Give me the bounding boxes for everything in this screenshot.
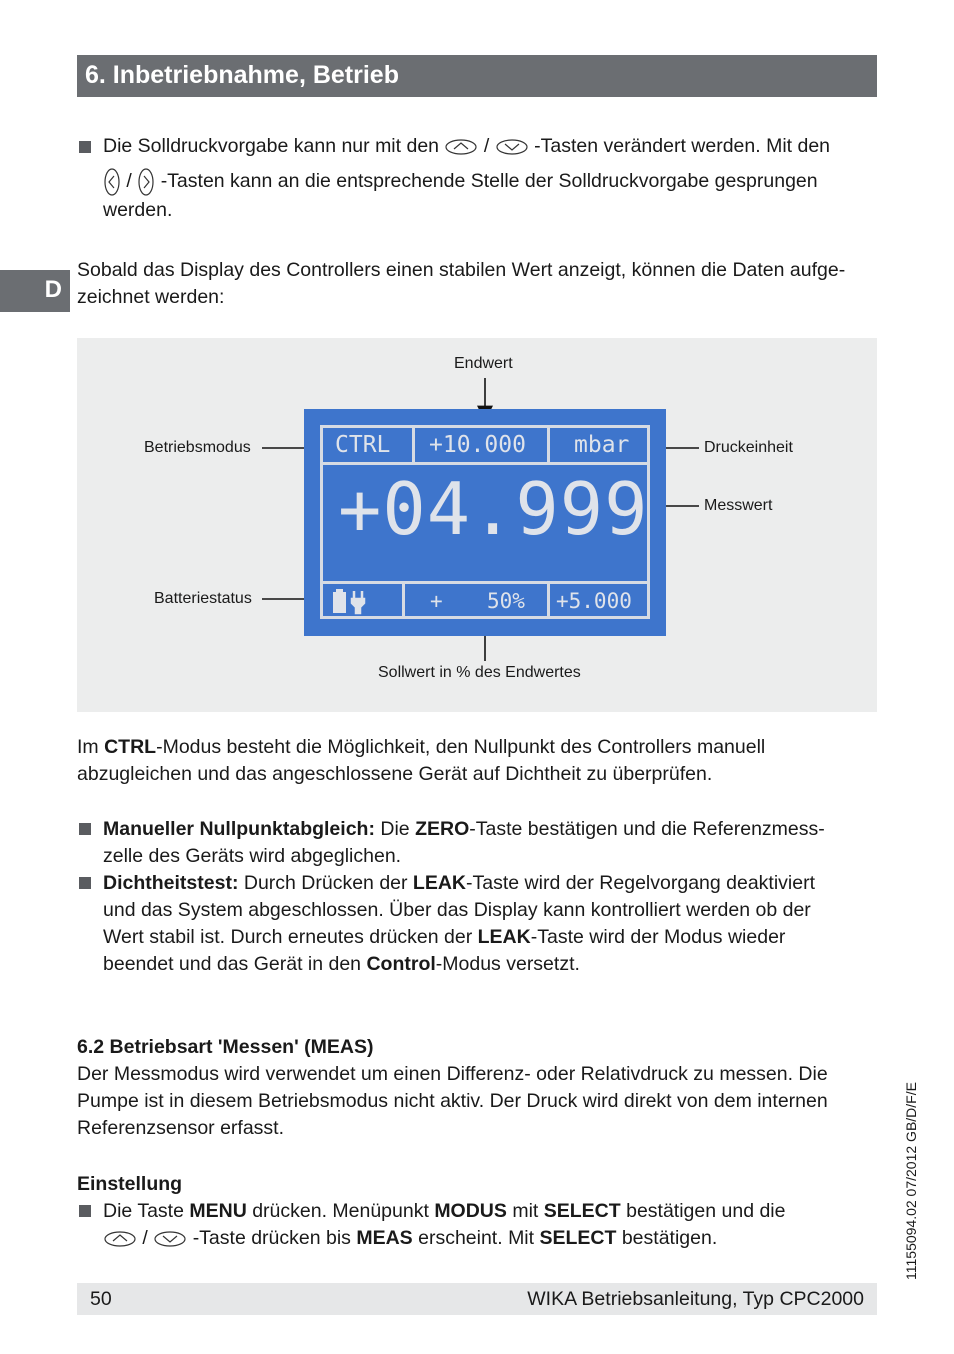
label-endwert: Endwert (454, 355, 513, 372)
bold-term: CTRL (104, 736, 157, 758)
text-segment: drücken. Menüpunkt (246, 1200, 435, 1222)
intro-paragraph (77, 257, 877, 311)
text-line: Sobald das Display des Controllers einen stabilen Wert anzeigt, können die Daten aufge- (77, 259, 846, 281)
text-segment: -Taste drücken bis (192, 1227, 357, 1249)
battery-plug-icon (330, 587, 376, 615)
bold-term: MENU (189, 1200, 247, 1222)
lcd-cell-percent (402, 581, 550, 619)
lcd-percent: 50% (487, 589, 525, 613)
bold-term: LEAK (412, 872, 467, 894)
einstellung-heading: Einstellung (77, 1173, 183, 1195)
subsection-heading: 6.2 Betriebsart 'Messen' (MEAS) (77, 1036, 374, 1058)
bullet-marker (79, 141, 91, 153)
document-id: 11155094.02 07/2012 GB/D/F/E (903, 1082, 919, 1280)
bullet-marker (79, 823, 91, 835)
text-line: Der Messmodus wird verwendet um einen Differenz- oder Relativdruck zu messen. Die (77, 1063, 828, 1085)
language-tab-label: D (44, 276, 62, 303)
label-batteriestatus: Batteriestatus (154, 590, 252, 607)
text-line: Pumpe ist in diesem Betriebsmodus nicht aktiv. Der Druck wird direkt von dem internen (77, 1090, 828, 1112)
label-betriebsmodus: Betriebsmodus (144, 439, 251, 456)
bold-term: Dichtheitstest: (103, 872, 239, 894)
text-line: werden. (103, 199, 173, 221)
text-segment: -Taste wird der Modus wieder (530, 926, 786, 948)
bullet-leak (103, 870, 878, 978)
lcd-setpoint: +5.000 (556, 589, 632, 613)
bullet-zero (103, 816, 878, 870)
text-line: abzugleichen und das angeschlossene Gerät auf Dichtheit zu überprüfen. (77, 763, 713, 785)
down-key-icon (153, 1230, 187, 1248)
bold-term: MEAS (356, 1227, 413, 1249)
einstellung-bullet (103, 1198, 878, 1252)
lcd-mode: CTRL (335, 432, 391, 458)
lcd-display (304, 409, 666, 636)
language-tab (0, 270, 70, 312)
text-segment: -Tasten kann an die entsprechende Stelle der Solldruckvorgabe gesprungen (160, 170, 818, 193)
section-header-bar (77, 55, 877, 97)
text-segment: Die (374, 818, 416, 840)
slash: / (142, 1227, 148, 1249)
lcd-range: +10.000 (429, 432, 526, 458)
right-key-icon (137, 167, 155, 197)
section-meas (77, 1034, 877, 1142)
bold-term: Control (366, 953, 436, 975)
text-segment: -Modus versetzt. (435, 953, 580, 975)
up-key-icon (444, 138, 478, 156)
bold-term: ZERO (415, 818, 470, 840)
lcd-plus: + (430, 589, 443, 613)
page-number: 50 (90, 1288, 112, 1310)
bold-term: MODUS (434, 1200, 507, 1222)
text-segment: -Taste wird der Regelvorgang deaktiviert (466, 872, 816, 894)
text-segment: Die Solldruckvorgabe kann nur mit den (103, 135, 440, 157)
section-title: 6. Inbetriebnahme, Betrieb (85, 61, 399, 89)
text-segment: erscheint. Mit (412, 1227, 540, 1249)
bold-term: SELECT (539, 1227, 617, 1249)
text-segment: Die Taste (103, 1200, 190, 1222)
text-segment: bestätigen. (616, 1227, 718, 1249)
lcd-unit: mbar (574, 432, 630, 458)
text-segment: Im (77, 736, 105, 758)
bullet-marker (79, 877, 91, 889)
text-segment: -Tasten verändert werden. Mit den (534, 135, 831, 157)
ctrl-paragraph (77, 734, 877, 788)
label-sollwert: Sollwert in % des Endwertes (378, 664, 581, 681)
up-key-icon (103, 1230, 137, 1248)
bullet-text-keys (103, 133, 873, 224)
slash: / (126, 170, 132, 193)
footer-bar (77, 1283, 877, 1315)
text-segment: beendet und das Gerät in den (103, 953, 367, 975)
text-segment: Durch Drücken der (238, 872, 413, 894)
einstellung-heading-block (77, 1171, 877, 1198)
text-segment: bestätigen und die (620, 1200, 786, 1222)
label-druckeinheit: Druckeinheit (704, 439, 793, 456)
bold-term: LEAK (477, 926, 531, 948)
bullet-marker (79, 1205, 91, 1217)
text-line: zeichnet werden: (77, 286, 225, 308)
left-key-icon (103, 167, 121, 197)
lcd-value: +04.999 (338, 467, 649, 551)
text-segment: -Modus besteht die Möglichkeit, den Nullpunkt des Controllers manuell (156, 736, 766, 758)
down-key-icon (495, 138, 529, 156)
slash: / (483, 135, 490, 157)
text-line: Referenzsensor erfasst. (77, 1117, 285, 1139)
bold-term: Manueller Nullpunktabgleich: (103, 818, 375, 840)
footer-title: WIKA Betriebsanleitung, Typ CPC2000 (527, 1288, 864, 1310)
text-segment: Wert stabil ist. Durch erneutes drücken der (103, 926, 478, 948)
text-line: zelle des Geräts wird abgeglichen. (103, 845, 402, 867)
text-line: und das System abgeschlossen. Über das Display kann kontrolliert werden ob der (103, 899, 811, 921)
text-segment: -Taste bestätigen und die Referenzmess- (469, 818, 825, 840)
text-segment: mit (506, 1200, 544, 1222)
label-messwert: Messwert (704, 497, 773, 514)
bold-term: SELECT (543, 1200, 621, 1222)
